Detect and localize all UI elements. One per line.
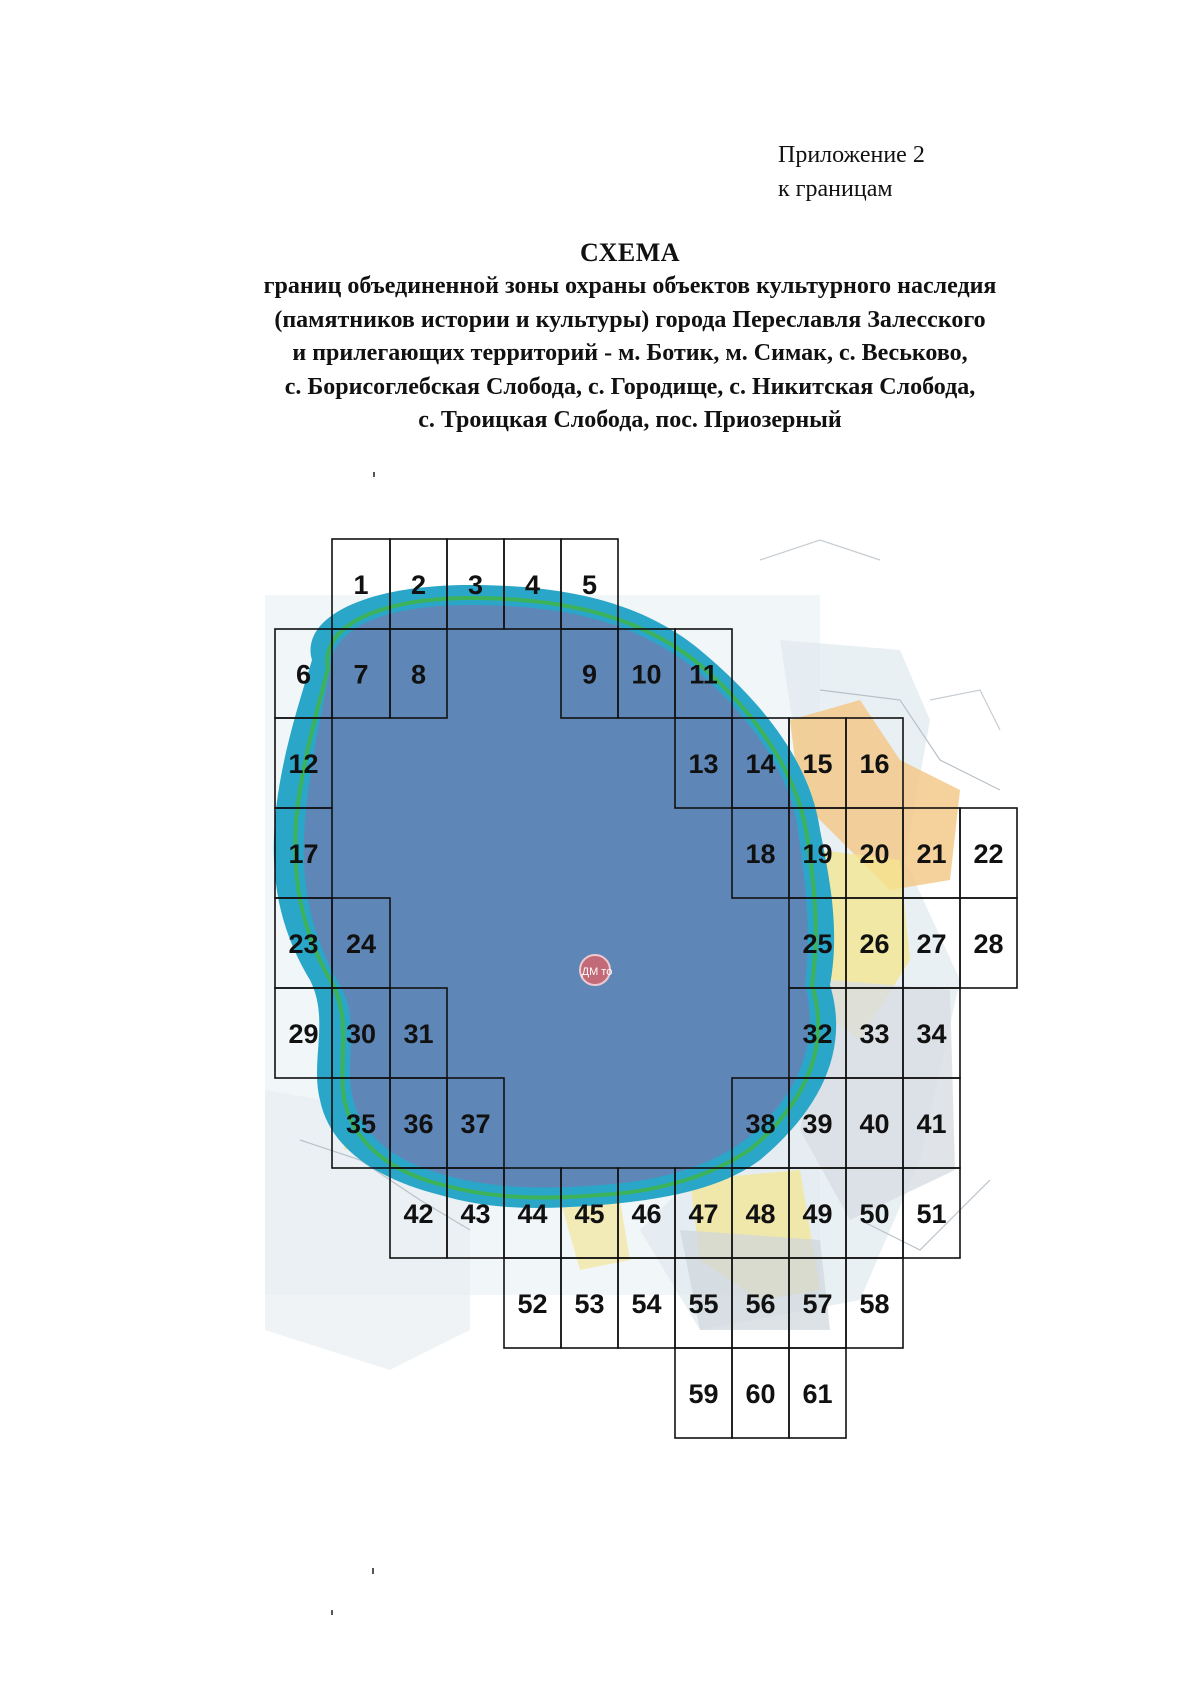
grid-cell-22 xyxy=(960,808,1017,898)
grid-cell-59 xyxy=(675,1348,732,1438)
grid-cell-number: 34 xyxy=(916,1019,947,1049)
grid-cell-number: 31 xyxy=(403,1019,434,1049)
schema-heading: СХЕМА xyxy=(579,238,681,267)
subtitle-line-1: границ объединенной зоны охраны объектов культурного наследия xyxy=(263,273,997,299)
grid-cell-number: 24 xyxy=(345,929,377,959)
grid-cell-number: 19 xyxy=(802,839,833,869)
scan-mark-1 xyxy=(373,472,375,477)
grid-cell-60 xyxy=(732,1348,789,1438)
grid-cell-number: 46 xyxy=(631,1199,662,1229)
grid-cell-number: 5 xyxy=(581,570,598,600)
grid-cell-number: 14 xyxy=(745,749,776,779)
grid-cell-number: 17 xyxy=(288,839,319,869)
grid-cell-number: 27 xyxy=(916,929,947,959)
grid-cell-number: 36 xyxy=(403,1109,434,1139)
grid-cell-number: 4 xyxy=(524,570,541,600)
scan-mark-2 xyxy=(372,1568,374,1574)
subtitle-line-2: (памятников истории и культуры) города Переславля Залесского xyxy=(274,306,986,333)
grid-cell-number: 28 xyxy=(973,929,1004,959)
grid-cell-number: 49 xyxy=(802,1199,833,1229)
grid-cell-number: 59 xyxy=(688,1379,719,1409)
grid-cell-number: 15 xyxy=(802,749,833,779)
grid-cell-number: 25 xyxy=(802,929,833,959)
grid-cell-61 xyxy=(789,1348,846,1438)
grid-cell-number: 38 xyxy=(745,1109,776,1139)
grid-cell-number: 39 xyxy=(802,1109,833,1139)
grid-cell-number: 57 xyxy=(802,1289,833,1319)
grid-cell-number: 1 xyxy=(353,570,369,600)
grid-cell-number: 42 xyxy=(403,1199,434,1229)
grid-cell-number: 60 xyxy=(745,1379,776,1409)
grid-cell-number: 52 xyxy=(517,1289,548,1319)
grid-cell-number: 37 xyxy=(460,1109,491,1139)
grid-cell-number: 2 xyxy=(410,570,427,600)
grid-cell-number: 41 xyxy=(916,1109,947,1139)
grid-cell-number: 54 xyxy=(631,1289,662,1319)
grid-cell-number: 33 xyxy=(859,1019,890,1049)
center-marker-label: ДМ то xyxy=(581,966,613,978)
grid-cell-number: 13 xyxy=(688,749,719,779)
subtitle-line-4: с. Борисоглебская Слобода, с. Городище, с. Никитская Слобода, xyxy=(284,373,976,400)
grid-cell-number: 56 xyxy=(745,1289,776,1319)
grid-cell-number: 3 xyxy=(467,570,484,600)
grid-cell-number: 47 xyxy=(688,1199,719,1229)
grid-cell-number: 44 xyxy=(517,1199,548,1229)
grid-cell-number: 50 xyxy=(859,1199,890,1229)
road-5 xyxy=(930,690,1000,730)
grid-cell-number: 43 xyxy=(460,1199,491,1229)
grid-cell-number: 6 xyxy=(295,659,312,690)
grid-cell-number: 55 xyxy=(688,1289,719,1319)
subtitle-line-5: с. Троицкая Слобода, пос. Приозерный xyxy=(418,407,842,433)
grid-cell-number: 23 xyxy=(288,929,319,959)
grid-cell-number: 10 xyxy=(631,659,662,690)
grid-cell-number: 20 xyxy=(859,839,890,869)
road-4 xyxy=(760,540,880,560)
grid-cell-number: 29 xyxy=(288,1019,319,1049)
grid-cell-number: 7 xyxy=(353,659,369,690)
appendix-line-1: Приложение 2 xyxy=(778,142,925,168)
grid-cell-number: 12 xyxy=(288,749,319,779)
subtitle-line-3: и прилегающих территорий - м. Ботик, м. Симак, с. Веськово, xyxy=(292,340,968,366)
grid-cell-number: 18 xyxy=(745,839,776,869)
grid-cell-number: 32 xyxy=(802,1019,833,1049)
grid-cell-28 xyxy=(960,898,1017,988)
grid-cell-number: 22 xyxy=(973,839,1004,869)
grid-cell-number: 9 xyxy=(581,659,598,690)
grid-cell-number: 53 xyxy=(574,1289,605,1319)
grid-cell-number: 51 xyxy=(916,1199,947,1229)
appendix-line-2: к границам xyxy=(778,176,893,202)
grid-cell-number: 8 xyxy=(410,659,427,690)
grid-cell-number: 58 xyxy=(859,1289,890,1319)
grid-cell-number: 61 xyxy=(802,1379,833,1409)
grid-cell-number: 11 xyxy=(689,659,718,690)
grid-cell-number: 45 xyxy=(574,1199,605,1229)
grid-cell-number: 35 xyxy=(345,1109,377,1139)
grid-cell-number: 40 xyxy=(859,1109,890,1139)
grid-cell-number: 21 xyxy=(916,839,947,869)
scan-mark-3 xyxy=(331,1610,333,1615)
grid-cell-number: 30 xyxy=(345,1019,377,1049)
grid-cell-number: 16 xyxy=(859,749,890,779)
grid-cell-number: 26 xyxy=(859,929,890,959)
grid-cell-number: 48 xyxy=(745,1199,776,1229)
